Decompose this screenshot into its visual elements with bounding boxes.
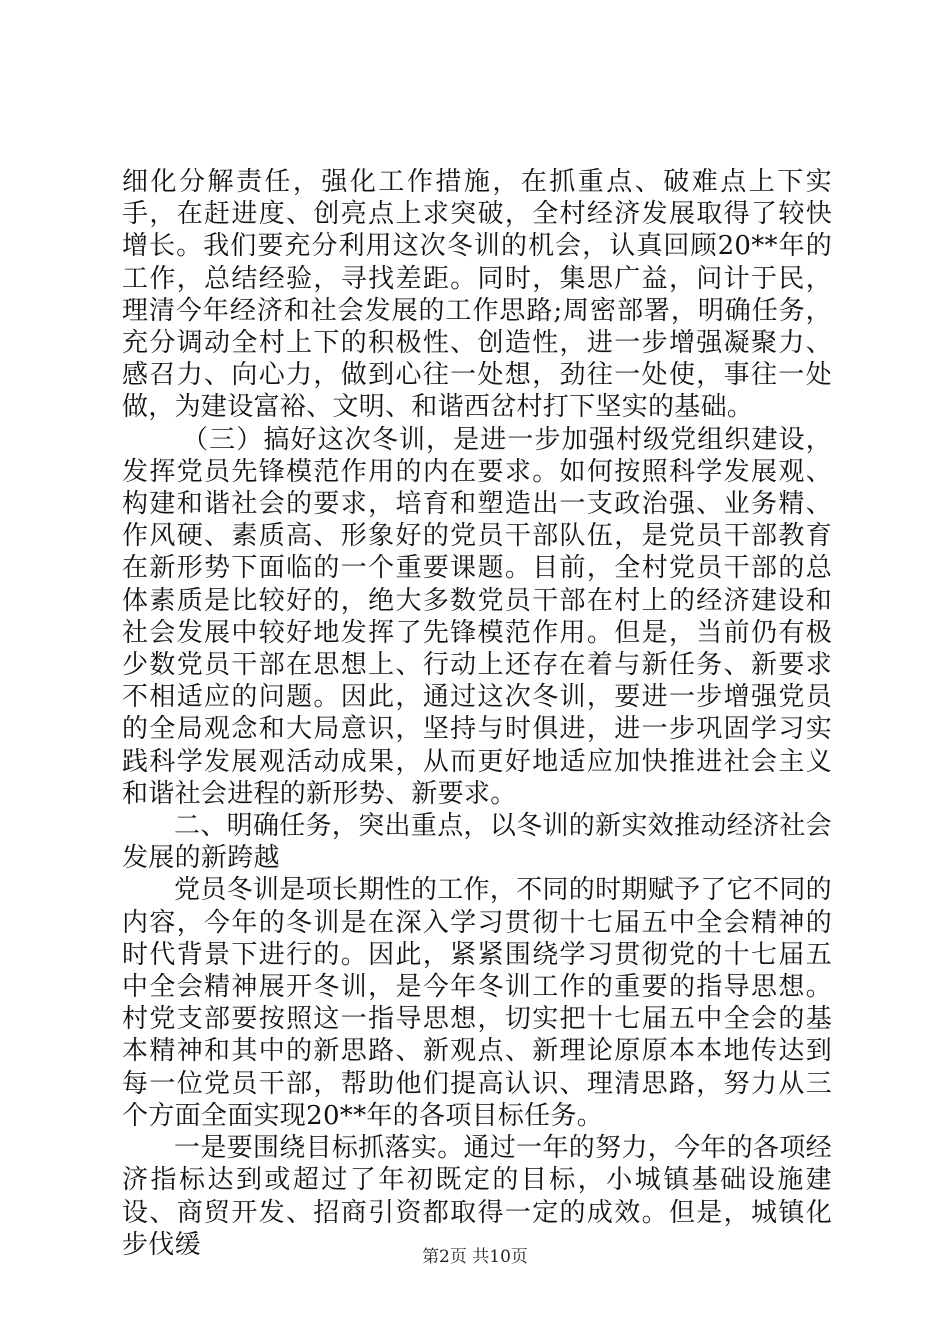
paragraph-1: 细化分解责任，强化工作措施，在抓重点、破难点上下实手，在赶进度、创亮点上求突破，全村经济发展取得了较快增长。我们要充分利用这次冬训的机会，认真回顾20**年的工作，总结经验，寻找差距。同时，集思广益，问计于民，理清今年经济和社会发展的工作思路;周密部署，明确任务，充分调动全村上下的积极性、创造性，进一步增强凝聚力、感召力、向心力，做到心往一处想，劲往一处使，事往一处做，为建设富裕、文明、和谐西岔村打下坚实的基础。 [122, 167, 832, 423]
paragraph-2: （三）搞好这次冬训，是进一步加强村级党组织建设，发挥党员先锋模范作用的内在要求。如何按照科学发展观、构建和谐社会的要求，培育和塑造出一支政治强、业务精、作风硬、素质高、形象好的党员干部队伍，是党员干部教育在新形势下面临的一个重要课题。目前，全村党员干部的总体素质是比较好的，绝大多数党员干部在村上的经济建设和社会发展中较好地发挥了先锋模范作用。但是，当前仍有极少数党员干部在思想上、行动上还存在着与新任务、新要求不相适应的问题。因此，通过这次冬训，要进一步增强党员的全局观念和大局意识，坚持与时俱进，进一步巩固学习实践科学发展观活动成果，从而更好地适应加快推进社会主义和谐社会进程的新形势、新要求。 [122, 424, 832, 809]
document-body [122, 166, 832, 1261]
paragraph-4: 一是要围绕目标抓落实。通过一年的努力，今年的各项经济指标达到或超过了年初既定的目标，小城镇基础设施建设、商贸开发、招商引资都取得一定的成效。但是，城镇化步伐缓 [122, 1133, 832, 1260]
paragraph-3: 党员冬训是项长期性的工作，不同的时期赋予了它不同的内容，今年的冬训是在深入学习贯彻十七届五中全会精神的时代背景下进行的。因此，紧紧围绕学习贯彻党的十七届五中全会精神展开冬训，是今年冬训工作的重要的指导思想。村党支部要按照这一指导思想，切实把十七届五中全会的基本精神和其中的新思路、新观点、新理论原原本本地传达到每一位党员干部，帮助他们提高认识、理清思路，努力从三个方面全面实现20**年的各项目标任务。 [122, 875, 832, 1131]
section-heading: 二、明确任务，突出重点，以冬训的新实效推动经济社会发展的新跨越 [122, 811, 832, 874]
page-number: 第2页 共10页 [422, 1247, 528, 1267]
